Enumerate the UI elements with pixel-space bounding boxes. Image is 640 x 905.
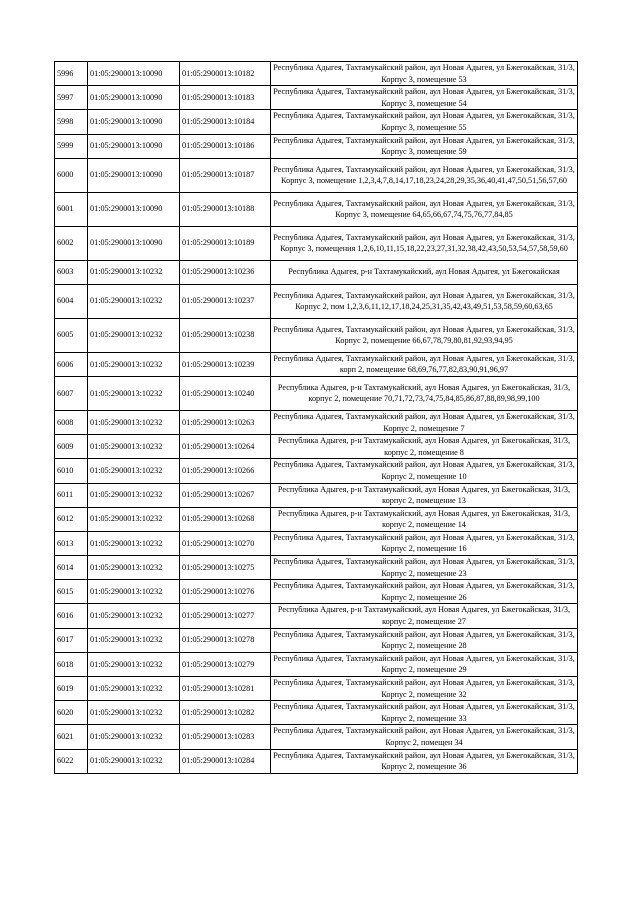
row-number: 6005: [55, 318, 88, 352]
parent-cadastral-number: 01:05:2900013:10090: [88, 86, 180, 110]
table-row: [55, 352, 578, 376]
parent-cadastral-number: 01:05:2900013:10232: [88, 677, 180, 701]
parent-cadastral-number: 01:05:2900013:10232: [88, 507, 180, 531]
row-number: 5998: [55, 110, 88, 134]
parent-cadastral-number: 01:05:2900013:10232: [88, 604, 180, 628]
cadastral-number: 01:05:2900013:10186: [180, 134, 271, 158]
address: Республика Адыгея, р-н Тахтамукайский, аул Новая Адыгея, ул Бжегокайская, 31/3, корпус 2, помещение 13: [271, 483, 578, 507]
address: Республика Адыгея, Тахтамукайский район, аул Новая Адыгея, ул Бжегокайская, 31/3, Корпус 3, помещение 64,65,66,67,74,75,76,77,84,85: [271, 192, 578, 226]
row-number: 6009: [55, 435, 88, 459]
address: Республика Адыгея, Тахтамукайский район, аул Новая Адыгея, ул Бжегокайская, 31/3, Корпус 3, помещение 59: [271, 134, 578, 158]
parent-cadastral-number: 01:05:2900013:10232: [88, 725, 180, 749]
row-number: 6013: [55, 531, 88, 555]
table-row: [55, 134, 578, 158]
cadastral-number: 01:05:2900013:10239: [180, 352, 271, 376]
address: Республика Адыгея, Тахтамукайский район, аул Новая Адыгея, ул Бжегокайская, 31/3, Корпус 2, помещение 29: [271, 652, 578, 676]
cadastral-number: 01:05:2900013:10189: [180, 226, 271, 260]
cadastral-number: 01:05:2900013:10276: [180, 580, 271, 604]
parent-cadastral-number: 01:05:2900013:10232: [88, 628, 180, 652]
address: Республика Адыгея, Тахтамукайский район, аул Новая Адыгея, ул Бжегокайская, 31/3, Корпус 2, помещение 26: [271, 580, 578, 604]
address: Республика Адыгея, Тахтамукайский район, аул Новая Адыгея, ул Бжегокайская, 31/3, Корпус 3, помещение 53: [271, 62, 578, 86]
address: Республика Адыгея, р-н Тахтамукайский, аул Новая Адыгея, ул Бжегокайская, 31/3, корпус 2, помещение 8: [271, 435, 578, 459]
row-number: 6000: [55, 158, 88, 192]
row-number: 6007: [55, 376, 88, 410]
table-row: [55, 158, 578, 192]
table-row: [55, 376, 578, 410]
cadastral-number: 01:05:2900013:10264: [180, 435, 271, 459]
cadastral-number: 01:05:2900013:10284: [180, 749, 271, 773]
address: Республика Адыгея, р-н Тахтамукайский, аул Новая Адыгея, ул Бжегокайская, 31/3, корпус 2, помещение 70,71,72,73,74,75,84,85,86,87,88,89,98,99,100: [271, 376, 578, 410]
parent-cadastral-number: 01:05:2900013:10232: [88, 749, 180, 773]
row-number: 6021: [55, 725, 88, 749]
table-row: [55, 483, 578, 507]
cadastral-number: 01:05:2900013:10283: [180, 725, 271, 749]
address: Республика Адыгея, Тахтамукайский район, аул Новая Адыгея, ул Бжегокайская, 31/3, Корпус 3, помещения 1,2,6,10,11,15,18,22,23,27,31,32,38,42,43,50,53,54,57,58,59,60: [271, 226, 578, 260]
address: Республика Адыгея, Тахтамукайский район, аул Новая Адыгея, ул Бжегокайская, 31/3, Корпус 2, помещение 33: [271, 701, 578, 725]
address: Республика Адыгея, Тахтамукайский район, аул Новая Адыгея, ул Бжегокайская, 31/3, Корпус 2, помещение 66,67,78,79,80,81,92,93,94,95: [271, 318, 578, 352]
cadastral-number: 01:05:2900013:10183: [180, 86, 271, 110]
cadastral-number: 01:05:2900013:10266: [180, 459, 271, 483]
table-row: [55, 604, 578, 628]
cadastral-number: 01:05:2900013:10270: [180, 531, 271, 555]
row-number: 6010: [55, 459, 88, 483]
cadastral-number: 01:05:2900013:10267: [180, 483, 271, 507]
cadastral-number: 01:05:2900013:10263: [180, 410, 271, 434]
table-row: [55, 459, 578, 483]
parent-cadastral-number: 01:05:2900013:10232: [88, 459, 180, 483]
cadastral-number: 01:05:2900013:10238: [180, 318, 271, 352]
table-row: [55, 192, 578, 226]
table-row: [55, 260, 578, 284]
table-row: [55, 318, 578, 352]
registry-table: [54, 61, 578, 774]
row-number: 6004: [55, 284, 88, 318]
cadastral-number: 01:05:2900013:10281: [180, 677, 271, 701]
row-number: 6002: [55, 226, 88, 260]
parent-cadastral-number: 01:05:2900013:10232: [88, 652, 180, 676]
row-number: 5997: [55, 86, 88, 110]
table-row: [55, 531, 578, 555]
address: Республика Адыгея, р-н Тахтамукайский, аул Новая Адыгея, ул Бжегокайская, 31/3, корпус 2, помещение 14: [271, 507, 578, 531]
row-number: 6008: [55, 410, 88, 434]
row-number: 6014: [55, 556, 88, 580]
row-number: 6003: [55, 260, 88, 284]
address: Республика Адыгея, Тахтамукайский район, аул Новая Адыгея, ул Бжегокайская, 31/3, Корпус 2, помещение 7: [271, 410, 578, 434]
row-number: 6017: [55, 628, 88, 652]
cadastral-number: 01:05:2900013:10188: [180, 192, 271, 226]
cadastral-number: 01:05:2900013:10279: [180, 652, 271, 676]
address: Республика Адыгея, р-н Тахтамукайский, аул Новая Адыгея, ул Бжегокайская: [271, 260, 578, 284]
table-row: [55, 580, 578, 604]
cadastral-number: 01:05:2900013:10275: [180, 556, 271, 580]
cadastral-number: 01:05:2900013:10184: [180, 110, 271, 134]
row-number: 6001: [55, 192, 88, 226]
parent-cadastral-number: 01:05:2900013:10232: [88, 318, 180, 352]
parent-cadastral-number: 01:05:2900013:10232: [88, 284, 180, 318]
parent-cadastral-number: 01:05:2900013:10232: [88, 483, 180, 507]
row-number: 5996: [55, 62, 88, 86]
parent-cadastral-number: 01:05:2900013:10232: [88, 580, 180, 604]
table-row: [55, 628, 578, 652]
parent-cadastral-number: 01:05:2900013:10090: [88, 134, 180, 158]
cadastral-number: 01:05:2900013:10240: [180, 376, 271, 410]
table-row: [55, 652, 578, 676]
parent-cadastral-number: 01:05:2900013:10232: [88, 701, 180, 725]
cadastral-number: 01:05:2900013:10278: [180, 628, 271, 652]
parent-cadastral-number: 01:05:2900013:10090: [88, 226, 180, 260]
table-row: [55, 701, 578, 725]
cadastral-number: 01:05:2900013:10187: [180, 158, 271, 192]
row-number: 6015: [55, 580, 88, 604]
address: Республика Адыгея, Тахтамукайский район, аул Новая Адыгея, ул Бжегокайская, 31/3, Корпус 3, помещение 55: [271, 110, 578, 134]
cadastral-number: 01:05:2900013:10237: [180, 284, 271, 318]
address: Республика Адыгея, Тахтамукайский район, аул Новая Адыгея, ул Бжегокайская, 31/3, Корпус 2, помещен 34: [271, 725, 578, 749]
address: Республика Адыгея, Тахтамукайский район, аул Новая Адыгея, ул Бжегокайская, 31/3, Корпус 3, помещение 1,2,3,4,7,8,14,17,18,23,24,28,29,35,36,40,41,47,50,51,56,57,60: [271, 158, 578, 192]
address: Республика Адыгея, Тахтамукайский район, аул Новая Адыгея, ул Бжегокайская, 31/3, Корпус 2, помещение 23: [271, 556, 578, 580]
parent-cadastral-number: 01:05:2900013:10232: [88, 531, 180, 555]
table-row: [55, 110, 578, 134]
parent-cadastral-number: 01:05:2900013:10232: [88, 352, 180, 376]
cadastral-number: 01:05:2900013:10277: [180, 604, 271, 628]
row-number: 6012: [55, 507, 88, 531]
row-number: 6011: [55, 483, 88, 507]
table-row: [55, 507, 578, 531]
registry-table-body: [55, 62, 578, 774]
row-number: 6006: [55, 352, 88, 376]
parent-cadastral-number: 01:05:2900013:10232: [88, 556, 180, 580]
table-row: [55, 725, 578, 749]
table-row: [55, 435, 578, 459]
table-row: [55, 677, 578, 701]
table-row: [55, 86, 578, 110]
parent-cadastral-number: 01:05:2900013:10232: [88, 376, 180, 410]
table-row: [55, 62, 578, 86]
cadastral-number: 01:05:2900013:10268: [180, 507, 271, 531]
parent-cadastral-number: 01:05:2900013:10232: [88, 435, 180, 459]
address: Республика Адыгея, Тахтамукайский район, аул Новая Адыгея, ул Бжегокайская, 31/3, Корпус 2, помещение 36: [271, 749, 578, 773]
address: Республика Адыгея, Тахтамукайский район, аул Новая Адыгея, ул Бжегокайская, 31/3, Корпус 2, помещение 10: [271, 459, 578, 483]
row-number: 5999: [55, 134, 88, 158]
row-number: 6019: [55, 677, 88, 701]
row-number: 6020: [55, 701, 88, 725]
table-row: [55, 556, 578, 580]
address: Республика Адыгея, Тахтамукайский район, аул Новая Адыгея, ул Бжегокайская, 31/3, корп 2, помещение 68,69,76,77,82,83,90,91,96,97: [271, 352, 578, 376]
table-row: [55, 749, 578, 773]
row-number: 6022: [55, 749, 88, 773]
parent-cadastral-number: 01:05:2900013:10090: [88, 192, 180, 226]
parent-cadastral-number: 01:05:2900013:10090: [88, 158, 180, 192]
parent-cadastral-number: 01:05:2900013:10232: [88, 260, 180, 284]
cadastral-number: 01:05:2900013:10182: [180, 62, 271, 86]
cadastral-number: 01:05:2900013:10282: [180, 701, 271, 725]
address: Республика Адыгея, Тахтамукайский район, аул Новая Адыгея, ул Бжегокайская, 31/3, Корпус 2, помещение 16: [271, 531, 578, 555]
parent-cadastral-number: 01:05:2900013:10090: [88, 62, 180, 86]
cadastral-number: 01:05:2900013:10236: [180, 260, 271, 284]
table-row: [55, 284, 578, 318]
parent-cadastral-number: 01:05:2900013:10232: [88, 410, 180, 434]
address: Республика Адыгея, р-н Тахтамукайский, аул Новая Адыгея, ул Бжегокайская, 31/3, корпус 2, помещение 27: [271, 604, 578, 628]
row-number: 6016: [55, 604, 88, 628]
address: Республика Адыгея, Тахтамукайский район, аул Новая Адыгея, ул Бжегокайская, 31/3, Корпус 3, помещение 54: [271, 86, 578, 110]
table-row: [55, 410, 578, 434]
table-row: [55, 226, 578, 260]
parent-cadastral-number: 01:05:2900013:10090: [88, 110, 180, 134]
address: Республика Адыгея, Тахтамукайский район, аул Новая Адыгея, ул Бжегокайская, 31/3, Корпус 2, пом 1,2,3,6,11,12,17,18,24,25,31,35,42,43,49,51,53,58,59,60,63,65: [271, 284, 578, 318]
address: Республика Адыгея, Тахтамукайский район, аул Новая Адыгея, ул Бжегокайская, 31/3, Корпус 2, помещение 28: [271, 628, 578, 652]
row-number: 6018: [55, 652, 88, 676]
address: Республика Адыгея, Тахтамукайский район, аул Новая Адыгея, ул Бжегокайская, 31/3, Корпус 2, помещение 32: [271, 677, 578, 701]
